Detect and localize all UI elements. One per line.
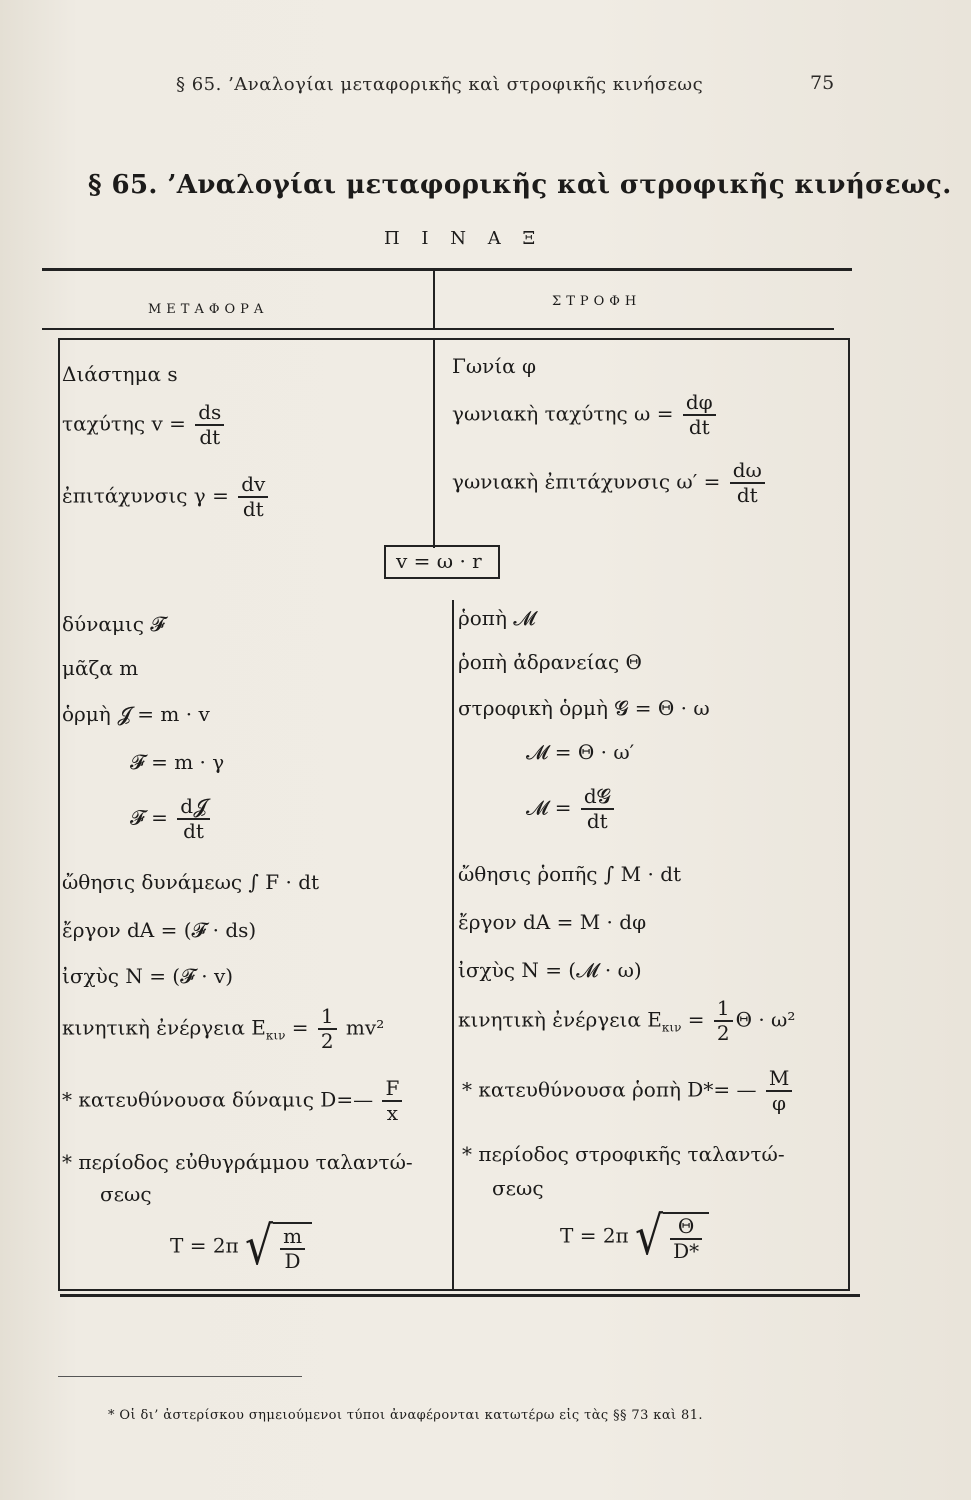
right-kinetic-subscript: κιν (661, 1020, 682, 1035)
link-equation: v = ω · r (396, 549, 482, 573)
table-caption: Π Ι Ν Α Ξ (384, 228, 544, 249)
right-inertia: ῥοπὴ ἀδρανείας Θ (458, 650, 642, 674)
right-ang-acc-fraction (730, 460, 765, 506)
right-angular-velocity (452, 392, 719, 438)
right-angular-acceleration (452, 460, 768, 506)
fraction-numerator: d𝓙 (177, 796, 210, 820)
left-work: ἔργον dA = (𝓕 · ds) (62, 918, 257, 942)
right-kinetic-equals: = (681, 1007, 711, 1032)
right-restoring-label: * κατευθύνουσα ῥοπὴ D*= — (462, 1077, 757, 1102)
left-accel-label: ἐπιτάχυνσις γ = (62, 483, 229, 508)
radicand (663, 1212, 709, 1262)
table-top-rule (42, 268, 852, 271)
right-period-fraction (670, 1216, 702, 1262)
fraction-denominator: D (284, 1249, 301, 1273)
fraction-numerator: F (382, 1078, 402, 1102)
left-kinetic-subscript: κιν (265, 1028, 286, 1043)
left-velocity-fraction (195, 402, 224, 448)
left-force: δύναμις 𝓕 (62, 612, 166, 636)
right-angle: Γωνία φ (452, 354, 537, 378)
fraction-denominator: x (386, 1101, 399, 1125)
fraction-numerator: 1 (714, 998, 733, 1022)
fraction-denominator: dt (586, 809, 608, 833)
fraction-denominator: dt (199, 425, 221, 449)
page-number: 75 (810, 72, 835, 94)
right-period-lhs: T = 2π (560, 1223, 629, 1248)
right-rotational-newton-law: 𝓜 = Θ · ω′ (526, 740, 635, 764)
left-momentum: ὁρμὴ 𝓙 = m · v (62, 702, 210, 726)
left-period-fraction (280, 1226, 305, 1272)
right-torque-rate (526, 786, 617, 832)
right-ang-vel-fraction (683, 392, 716, 438)
right-work: ἔργον dA = M · dφ (458, 910, 647, 934)
right-period-formula (560, 1205, 709, 1267)
fraction-numerator: m (280, 1226, 305, 1250)
column-header-translation: ΜΕΤΑΦΟΡΑ (148, 302, 269, 317)
fraction-numerator: M (766, 1068, 792, 1092)
fraction-numerator: ds (195, 402, 224, 426)
left-kinetic-tail: mv² (339, 1015, 385, 1040)
right-period-label-2: σεως (492, 1176, 544, 1200)
fraction-numerator: dv (238, 474, 268, 498)
fraction-numerator: d𝓖 (581, 786, 614, 810)
fraction-denominator: dt (688, 415, 710, 439)
left-period-label-1: * περίοδος εὐθυγράμμου ταλαντώ- (62, 1150, 413, 1174)
left-period-lhs: T = 2π (170, 1233, 239, 1258)
right-restoring-torque (462, 1068, 795, 1114)
fraction-numerator: 1 (318, 1006, 337, 1030)
left-distance: Διάστημα s (62, 362, 178, 386)
left-mass: μᾶζα m (62, 656, 139, 680)
right-ang-acc-label: γωνιακὴ ἐπιτάχυνσις ω′ = (452, 469, 721, 494)
fraction-denominator: dt (242, 497, 264, 521)
left-acceleration (62, 474, 271, 520)
right-kinetic-energy (458, 998, 795, 1044)
footnote-rule (58, 1376, 302, 1377)
square-root (245, 1215, 312, 1277)
fraction-denominator: φ (772, 1091, 787, 1115)
radicand (273, 1222, 312, 1272)
right-kinetic-tail: Θ · ω² (735, 1007, 796, 1032)
fraction-denominator: 2 (320, 1029, 334, 1053)
left-impulse: ὤθησις δυνάμεως ∫ F · dt (62, 870, 320, 894)
column-divider-lower (452, 600, 454, 1290)
table-header-rule (42, 328, 834, 330)
left-restoring-fraction (382, 1078, 402, 1124)
radical-sign: √ (245, 1215, 274, 1277)
fraction-denominator: 2 (716, 1021, 730, 1045)
left-kinetic-energy (62, 1006, 384, 1052)
running-title: § 65. ’Αναλογίαι μεταφορικῆς καὶ στροφικῆς κινήσεως (176, 74, 704, 95)
right-torque-rate-lhs: 𝓜 = (526, 795, 572, 820)
table-bottom-rule (60, 1294, 860, 1297)
fraction-numerator: dω (730, 460, 765, 484)
fraction-numerator: dφ (683, 392, 716, 416)
left-kinetic-equals: = (285, 1015, 315, 1040)
left-restoring-force (62, 1078, 405, 1124)
right-kinetic-fraction (714, 998, 733, 1044)
left-force-rate-lhs: 𝓕 = (130, 805, 168, 830)
left-force-rate-fraction (177, 796, 210, 842)
right-power: ἰσχὺς N = (𝓜 · ω) (458, 958, 642, 982)
left-kinetic-fraction (318, 1006, 337, 1052)
column-header-rotation: ΣΤΡΟΦΗ (552, 294, 642, 309)
right-ang-vel-label: γωνιακὴ ταχύτης ω = (452, 401, 674, 426)
left-velocity-label: ταχύτης v = (62, 411, 186, 436)
right-torque: ῥοπὴ 𝓜 (458, 606, 536, 630)
square-root (635, 1205, 709, 1267)
left-kinetic-label: κινητικὴ ἐνέργεια E (62, 1015, 266, 1040)
fraction-denominator: dt (183, 819, 204, 843)
left-force-rate (130, 796, 213, 842)
fraction-denominator: dt (736, 483, 758, 507)
section-title: § 65. ’Αναλογίαι μεταφορικῆς καὶ στροφικῆς κινήσεως. (88, 170, 952, 200)
right-restoring-fraction (766, 1068, 792, 1114)
left-restoring-label: * κατευθύνουσα δύναμις D=— (62, 1087, 374, 1112)
left-accel-fraction (238, 474, 268, 520)
right-angular-momentum: στροφικὴ ὁρμὴ 𝓖 = Θ · ω (458, 696, 710, 720)
right-impulse: ὤθησις ῥοπῆς ∫ M · dt (458, 862, 682, 886)
footnote: * Οἱ δι’ ἀστερίσκου σημειούμενοι τύποι ἀναφέρονται κατωτέρω εἰς τὰς §§ 73 καὶ 81. (108, 1408, 703, 1423)
fraction-numerator: Θ (670, 1216, 702, 1240)
left-period-label-2: σεως (100, 1182, 152, 1206)
column-divider-upper (433, 340, 435, 548)
left-newton-law: 𝓕 = m · γ (130, 750, 225, 774)
left-power: ἰσχὺς N = (𝓕 · v) (62, 964, 234, 988)
header-column-divider (433, 270, 435, 330)
left-velocity (62, 402, 227, 448)
right-kinetic-label: κινητικὴ ἐνέργεια E (458, 1007, 662, 1032)
left-period-formula (170, 1215, 312, 1277)
right-period-label-1: * περίοδος στροφικῆς ταλαντώ- (462, 1142, 785, 1166)
radical-sign: √ (635, 1205, 664, 1267)
fraction-denominator: D* (673, 1239, 700, 1263)
right-torque-rate-fraction (581, 786, 614, 832)
